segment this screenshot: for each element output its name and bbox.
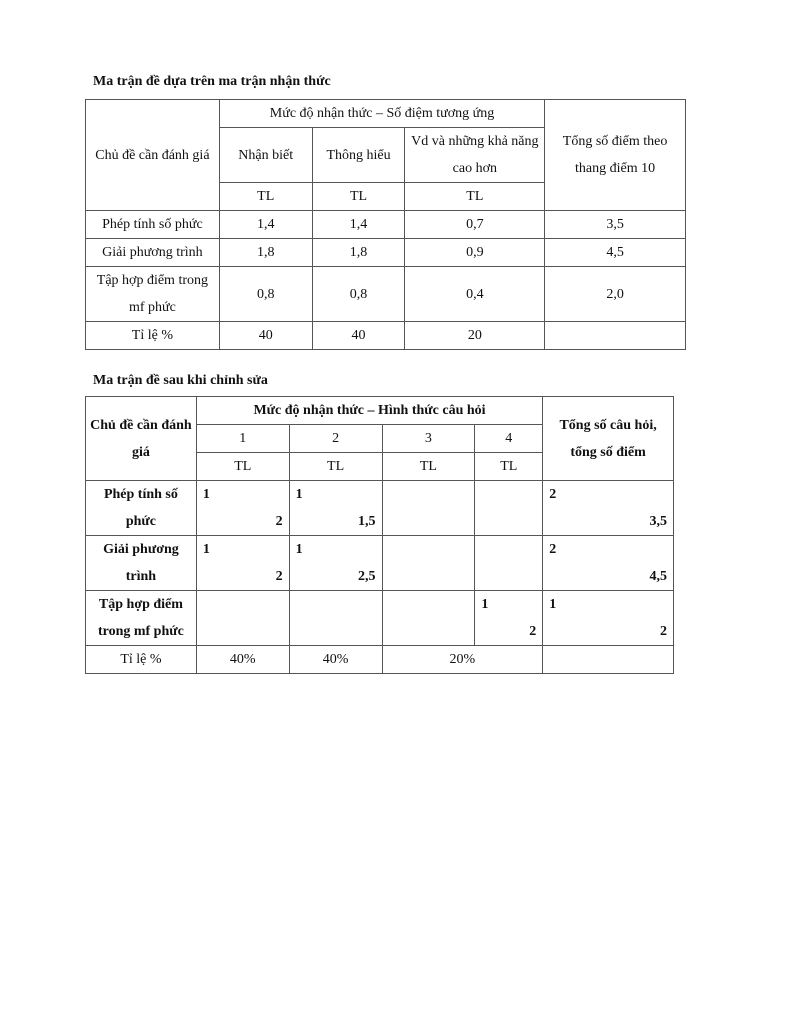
topic-header: Chủ đề cần đánh giá bbox=[86, 100, 220, 211]
total-cell: 4,5 bbox=[545, 239, 686, 267]
total-cell bbox=[543, 481, 674, 536]
question-count: 1 bbox=[295, 542, 303, 557]
point-value: 2 bbox=[275, 514, 283, 529]
total-cell: 2,0 bbox=[545, 267, 686, 322]
question-count: 1 bbox=[202, 487, 210, 502]
ratio-cell: 20% bbox=[382, 646, 543, 674]
point-value: 4,5 bbox=[649, 569, 667, 584]
question-count: 1 bbox=[549, 597, 557, 612]
question-count: 1 bbox=[481, 597, 489, 612]
table-row bbox=[86, 322, 686, 350]
topic-cell: Phép tính số phức bbox=[86, 211, 220, 239]
form-cell: TL bbox=[312, 183, 405, 211]
level-4: 4 bbox=[475, 425, 543, 453]
value-cell: 1,8 bbox=[312, 239, 405, 267]
form-cell: TL bbox=[405, 183, 545, 211]
form-cell: TL bbox=[475, 453, 543, 481]
ratio-cell bbox=[545, 322, 686, 350]
cognition-matrix-table bbox=[85, 99, 686, 350]
value-cell: 0,9 bbox=[405, 239, 545, 267]
question-count: 2 bbox=[549, 542, 557, 557]
topic-cell: Giải phương trình bbox=[86, 536, 197, 591]
ratio-label: Tỉ lệ % bbox=[86, 646, 197, 674]
level-2: 2 bbox=[289, 425, 382, 453]
point-value: 2,5 bbox=[358, 569, 376, 584]
level-understanding: Thông hiểu bbox=[312, 128, 405, 183]
count-cell bbox=[475, 591, 543, 646]
count-cell bbox=[289, 481, 382, 536]
topic-cell: Tập hợp điểm trong mf phức bbox=[86, 591, 197, 646]
form-cell: TL bbox=[196, 453, 289, 481]
ratio-cell: 40% bbox=[196, 646, 289, 674]
point-value: 3,5 bbox=[649, 514, 667, 529]
total-header: Tổng số điểm theo thang điểm 10 bbox=[545, 100, 686, 211]
count-cell bbox=[289, 591, 382, 646]
count-cell bbox=[475, 536, 543, 591]
table-row bbox=[86, 646, 674, 674]
form-cell: TL bbox=[382, 453, 475, 481]
total-cell: 3,5 bbox=[545, 211, 686, 239]
revised-matrix-table bbox=[85, 396, 674, 674]
topic-cell: Phép tính số phức bbox=[86, 481, 197, 536]
count-cell bbox=[475, 481, 543, 536]
question-count: 2 bbox=[549, 487, 557, 502]
total-cell bbox=[543, 536, 674, 591]
level-1: 1 bbox=[196, 425, 289, 453]
level-application: Vd và những khả năng cao hơn bbox=[405, 128, 545, 183]
form-cell: TL bbox=[289, 453, 382, 481]
count-cell bbox=[382, 591, 475, 646]
table-row bbox=[86, 591, 674, 646]
topic-header: Chủ đề cần đánh giá bbox=[86, 397, 197, 481]
level-header: Mức độ nhận thức – Số điệm tương ứng bbox=[219, 100, 544, 128]
level-3: 3 bbox=[382, 425, 475, 453]
total-cell bbox=[543, 591, 674, 646]
value-cell: 0,7 bbox=[405, 211, 545, 239]
ratio-cell: 20 bbox=[405, 322, 545, 350]
value-cell: 1,8 bbox=[219, 239, 312, 267]
count-cell bbox=[382, 481, 475, 536]
point-value: 2 bbox=[660, 624, 667, 639]
matrix-title-1: Ma trận đề dựa trên ma trận nhận thức bbox=[93, 74, 331, 89]
point-value: 1,5 bbox=[358, 514, 376, 529]
form-cell: TL bbox=[219, 183, 312, 211]
table-row bbox=[86, 481, 674, 536]
level-recognition: Nhận biết bbox=[219, 128, 312, 183]
question-count: 1 bbox=[295, 487, 303, 502]
count-cell bbox=[196, 481, 289, 536]
table-row bbox=[86, 536, 674, 591]
level-header: Mức độ nhận thức – Hình thức câu hỏi bbox=[196, 397, 542, 425]
ratio-label: Tỉ lệ % bbox=[86, 322, 220, 350]
count-cell bbox=[382, 536, 475, 591]
value-cell: 1,4 bbox=[219, 211, 312, 239]
table-row bbox=[86, 267, 686, 322]
topic-cell: Tập hợp điểm trong mf phức bbox=[86, 267, 220, 322]
table-row bbox=[86, 211, 686, 239]
ratio-cell: 40% bbox=[289, 646, 382, 674]
ratio-cell: 40 bbox=[312, 322, 405, 350]
question-count: 1 bbox=[202, 542, 210, 557]
matrix-title-2: Ma trận đề sau khi chỉnh sửa bbox=[93, 373, 268, 388]
count-cell bbox=[289, 536, 382, 591]
ratio-cell: 40 bbox=[219, 322, 312, 350]
total-header: Tổng số câu hỏi, tổng số điểm bbox=[543, 397, 674, 481]
point-value: 2 bbox=[275, 569, 283, 584]
value-cell: 1,4 bbox=[312, 211, 405, 239]
ratio-cell bbox=[543, 646, 674, 674]
topic-cell: Giải phương trình bbox=[86, 239, 220, 267]
count-cell bbox=[196, 536, 289, 591]
count-cell bbox=[196, 591, 289, 646]
value-cell: 0,8 bbox=[219, 267, 312, 322]
table-row bbox=[86, 239, 686, 267]
value-cell: 0,8 bbox=[312, 267, 405, 322]
value-cell: 0,4 bbox=[405, 267, 545, 322]
point-value: 2 bbox=[529, 624, 537, 639]
